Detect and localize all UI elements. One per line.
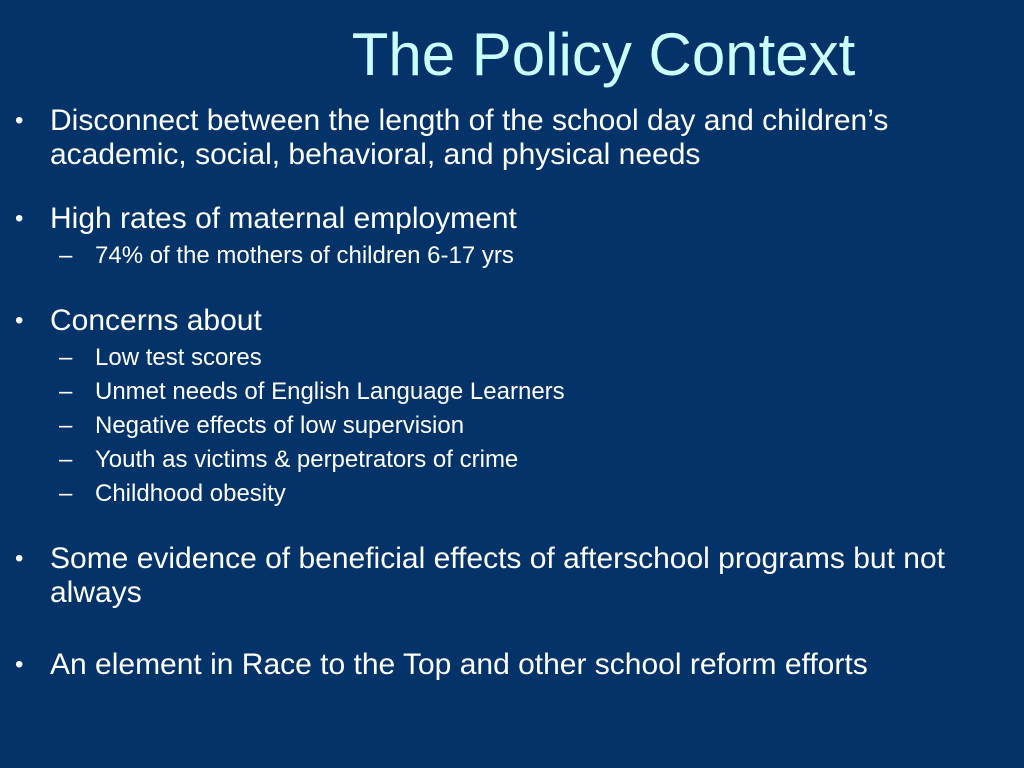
- bullet-list: [0, 104, 1024, 682]
- sub-bullet-item: [50, 477, 1016, 511]
- dash-icon: –: [59, 242, 73, 269]
- sub-bullet-text: Negative effects of low supervision: [95, 412, 465, 439]
- bullet-text: Disconnect between the length of the school day and children’s academic, social, behavioral, and physical needs: [50, 104, 889, 171]
- dash-icon: –: [59, 344, 73, 371]
- bullet-text: High rates of maternal employment: [50, 202, 517, 235]
- bullet-text: An element in Race to the Top and other school reform efforts: [50, 648, 868, 681]
- sub-bullet-text: 74% of the mothers of children 6-17 yrs: [95, 242, 514, 269]
- bullet-icon: •: [15, 307, 24, 334]
- bullet-item: [0, 202, 1024, 273]
- bullet-item: [0, 648, 1024, 682]
- sub-bullet-item: [50, 443, 1016, 477]
- sub-bullet-item: [50, 239, 1016, 273]
- bullet-text: Concerns about: [50, 304, 262, 337]
- bullet-icon: •: [15, 107, 24, 134]
- sub-bullet-list: [50, 239, 1016, 273]
- sub-bullet-item: [50, 375, 1016, 409]
- dash-icon: –: [59, 446, 73, 473]
- dash-icon: –: [59, 378, 73, 405]
- slide-title: The Policy Context: [351, 21, 856, 88]
- sub-bullet-text: Childhood obesity: [95, 480, 286, 507]
- bullet-item: [0, 304, 1024, 511]
- sub-bullet-list: [50, 341, 1016, 511]
- sub-bullet-text: Low test scores: [95, 344, 262, 371]
- bullet-icon: •: [15, 205, 24, 232]
- bullet-item: [0, 104, 1024, 172]
- bullet-item: [0, 542, 1024, 610]
- sub-bullet-item: [50, 409, 1016, 443]
- sub-bullet-item: [50, 341, 1016, 375]
- sub-bullet-text: Youth as victims & perpetrators of crime: [95, 446, 519, 473]
- dash-icon: –: [59, 412, 73, 439]
- dash-icon: –: [59, 480, 73, 507]
- bullet-icon: •: [15, 545, 24, 572]
- bullet-text: Some evidence of beneficial effects of afterschool programs but not always: [50, 542, 945, 609]
- bullet-icon: •: [15, 651, 24, 678]
- sub-bullet-text: Unmet needs of English Language Learners: [95, 378, 565, 405]
